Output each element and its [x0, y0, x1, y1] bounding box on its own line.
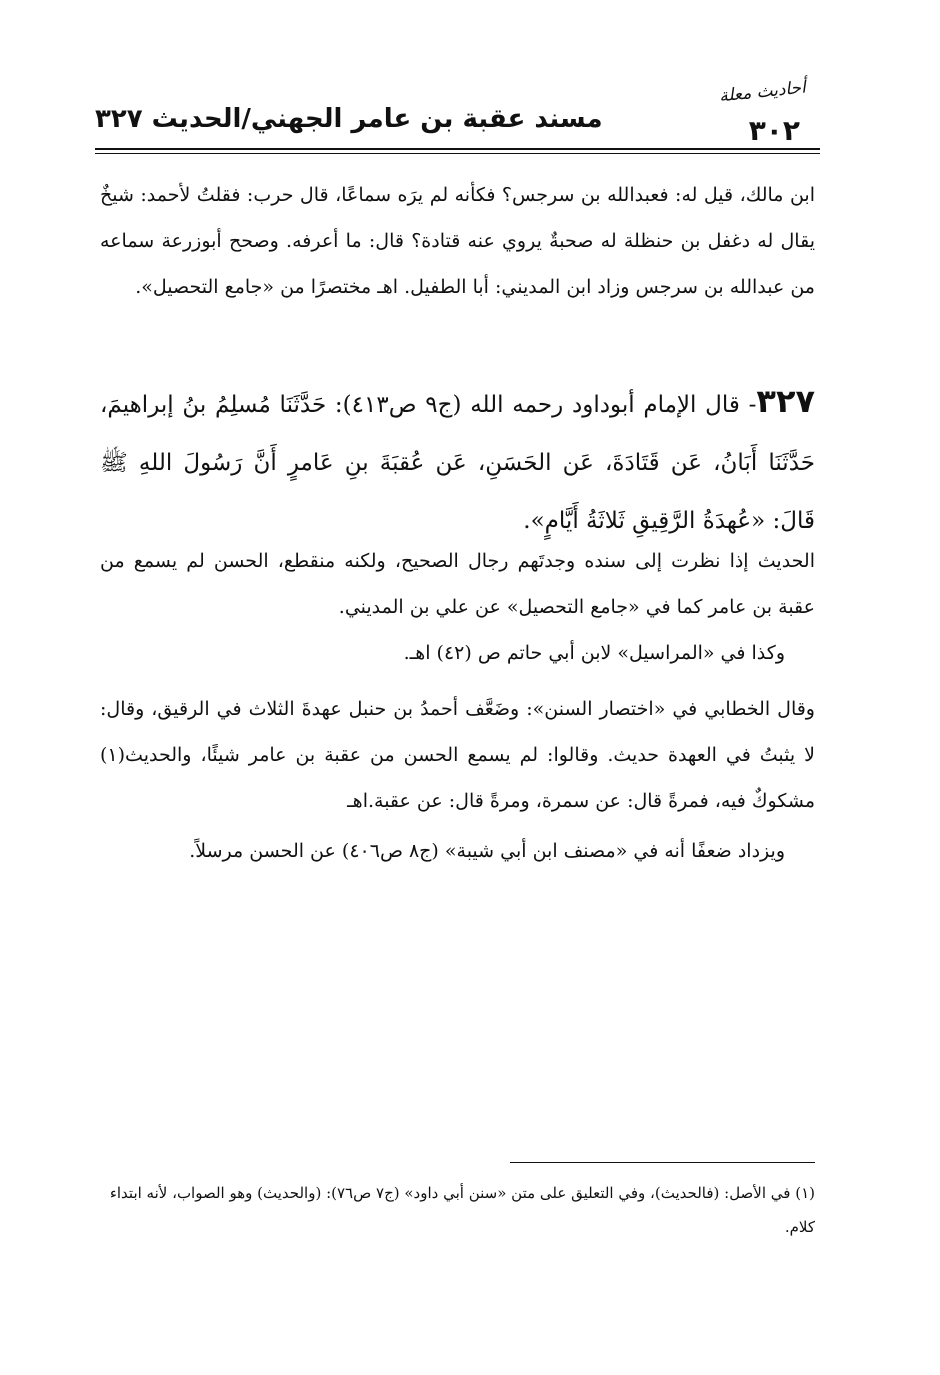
handwritten-note: أحاديث معلة: [718, 77, 807, 107]
header-rule-thin: [95, 153, 820, 154]
paragraph-1: ابن مالك، قيل له: فعبدالله بن سرجس؟ فكأنه لم يرَه سماعًا، قال حرب: فقلتُ لأحمد: شيخٌ يقال له دغفل بن حنظلة له صحبةٌ يروي عنه قتادة؟ قال: ما أعرفه. وصحح أبوزرعة سماعه من عبدالله بن سرجس وزاد ابن المديني: أبا الطفيل. اهـ مختصرًا من «جامع التحصيل».: [100, 184, 815, 298]
hadith-number: ٣٢٧: [756, 382, 815, 420]
header-title: مسند عقبة بن عامر الجهني/الحديث ٣٢٧: [95, 104, 603, 134]
paragraph-4: وقال الخطابي في «اختصار السنن»: وضَعَّف أحمدُ بن حنبل عهدةَ الثلاث في الرقيق، وقال: لا يثبتُ في العهدة حديث. وقالوا: لم يسمع الحسن من عقبة بن عامر شيئًا، والحديث(١) مشكوكٌ فيه، فمرةً قال: عن سمرة، ومرةً قال: عن عقبة.اهـ: [100, 698, 815, 812]
header-rule: [95, 148, 820, 150]
footnote: (١) في الأصل: (فالحديث)، وفي التعليق على متن «سنن أبي داود» (ج٧ ص٧٦): (والحديث) وهو الصواب، لأنه ابتداء كلام.: [109, 1184, 815, 1236]
hadith-block: [100, 372, 815, 550]
paragraph-2: الحديث إذا نظرت إلى سنده وجدتَهم رجال الصحيح، ولكنه منقطع، الحسن لم يسمع من عقبة بن عامر كما في «جامع التحصيل» عن علي بن المديني.: [100, 550, 815, 618]
hadith-text: - قال الإمام أبوداود رحمه الله (ج٩ ص٤١٣): حَدَّثَنَا مُسلِمُ بنُ إبراهيمَ، حَدَّثَنَا أَبَانُ، عَن قَتَادَةَ، عَن الحَسَنِ، عَن عُقبَةَ بنِ عَامرٍ أَنَّ رَسُولَ اللهِ ﷺ قَالَ: «عُهدَةُ الرَّقِيقِ ثَلاثَةُ أَيَّامٍ».: [100, 392, 815, 534]
page-header: [95, 77, 820, 148]
footnote-rule: [510, 1162, 815, 1163]
paragraph-5: ويزداد ضعفًا أنه في «مصنف ابن أبي شيبة» (ج٨ ص٤٠٦) عن الحسن مرسلاً.: [189, 840, 785, 862]
paragraph-3: وكذا في «المراسيل» لابن أبي حاتم ص (٤٢) اهـ.: [403, 642, 785, 664]
page-number: ٣٠٢: [748, 114, 800, 147]
